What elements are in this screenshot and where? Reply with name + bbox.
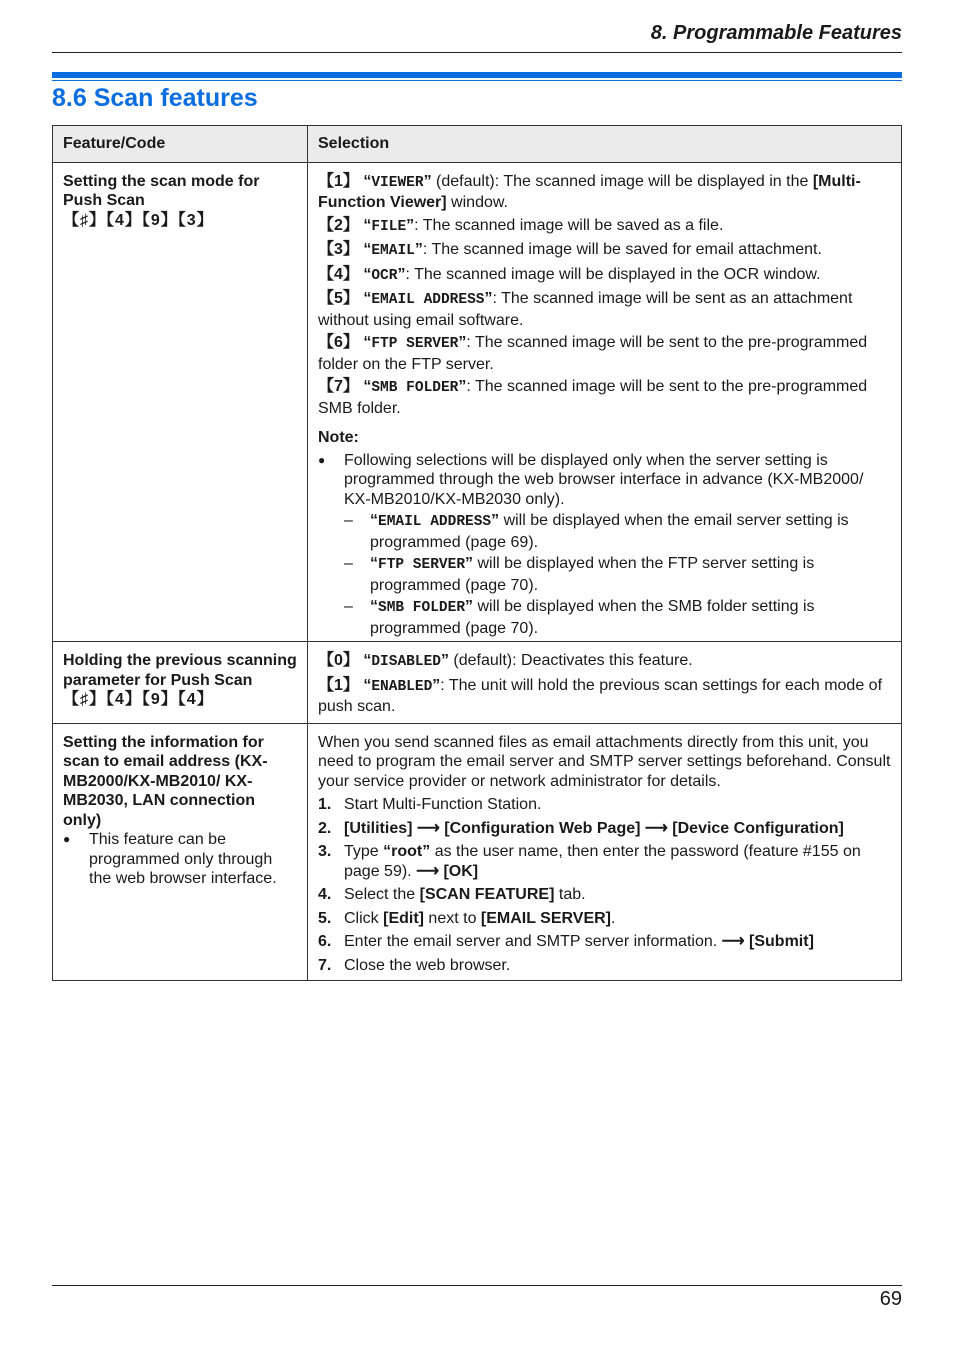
option-text: : The scanned image will be sent as an attachment without using email software. [318, 290, 853, 329]
note-sub-item: – “SMB FOLDER” will be displayed when the SMB folder setting is programmed (page 70). [344, 598, 815, 637]
step-text: Enter the email server and SMTP server information. [344, 933, 722, 950]
option-text: : The unit will hold the previous scan settings for each mode of push scan. [318, 676, 883, 715]
step-number: 5. [318, 909, 332, 927]
step-bold: [Device Configuration] [672, 819, 844, 837]
option-key: 【0】 [318, 652, 359, 669]
bullet-icon: ● [63, 832, 71, 846]
step-item [318, 842, 891, 881]
option-key: 【6】 [318, 334, 359, 351]
page-number: 69 [879, 1288, 902, 1310]
option-text-post: window. [446, 194, 508, 211]
step-bold: [Configuration Web Page] [444, 819, 641, 837]
option-key: 【4】 [318, 265, 359, 283]
step-text: as the user name, then enter the password (feature #155 on page 59). [344, 843, 861, 880]
option-bold: [Multi-Function Viewer] [318, 172, 861, 211]
option-name: FTP SERVER [371, 336, 459, 352]
option-item: 【7】 “SMB FOLDER”: The scanned image will be sent to the pre-programmed SMB folder. [318, 378, 868, 417]
feature-code: 【♯】【4】【9】【4】 [63, 691, 214, 708]
step-bold: [EMAIL SERVER] [480, 909, 611, 927]
option-name: DISABLED [371, 654, 441, 670]
option-name: EMAIL [371, 243, 415, 259]
step-text: Select the [344, 886, 420, 903]
step-bold: [Utilities] [344, 819, 413, 837]
option-key: 【5】 [318, 290, 359, 307]
feature-name: Holding the previous scanning parameter for Push Scan [63, 652, 297, 689]
sub-name: SMB FOLDER [378, 600, 466, 616]
step-number: 4. [318, 886, 332, 903]
step-number: 6. [318, 933, 332, 950]
chapter-header: 8. Programmable Features [650, 22, 902, 44]
sub-text: will be displayed when the email server setting is programmed (page 69). [370, 512, 849, 551]
section-bar-thin [52, 80, 902, 81]
dash-icon: – [344, 512, 353, 529]
option-item: 【4】 “OCR”: The scanned image will be displayed in the OCR window. [318, 265, 821, 284]
header-rule [52, 52, 902, 53]
option-item: 【3】 “EMAIL”: The scanned image will be saved for email attachment. [318, 241, 822, 259]
step-bold: [OK] [443, 862, 479, 880]
option-item: 【5】 “EMAIL ADDRESS”: The scanned image will be sent as an attachment without using email software. [318, 290, 853, 329]
dash-icon: – [344, 598, 353, 615]
option-item: 【1】 “ENABLED”: The unit will hold the previous scan settings for each mode of push scan. [318, 676, 883, 715]
step-bold: [Submit] [749, 933, 814, 950]
step-bold: “root” [383, 843, 431, 860]
step-text: tab. [554, 886, 586, 903]
option-text: (default): The scanned image will be displayed in the [431, 172, 813, 190]
intro-paragraph: When you send scanned files as email attachments directly from this unit, you need to program the email server and SMTP server settings beforehand. Consult your service provider or network administrator for details. [318, 733, 891, 790]
table-header-row [53, 126, 902, 163]
step-item [318, 956, 891, 976]
feature-name: Setting the information for scan to email address (KX-MB2000/KX-MB2010/ KX-MB2030, LAN connection only) [63, 733, 268, 829]
option-item: 【0】 “DISABLED” (default): Deactivates this feature. [318, 652, 693, 670]
option-text: (default): Deactivates this feature. [448, 652, 693, 669]
step-text: Click [344, 909, 384, 927]
feature-cell [53, 162, 308, 642]
note-bullet [318, 451, 891, 510]
features-table [52, 125, 902, 981]
footer-rule [52, 1285, 902, 1286]
step-text: Type [344, 843, 384, 860]
option-key: 【7】 [318, 378, 359, 395]
bullet-icon: ● [318, 452, 326, 467]
feature-code: 【♯】【4】【9】【3】 [63, 211, 214, 229]
section-bar [52, 72, 902, 78]
option-key: 【3】 [318, 241, 359, 258]
step-text: . [611, 909, 616, 927]
sub-name: FTP SERVER [378, 557, 466, 573]
step-number: 1. [318, 796, 332, 813]
feature-cell [53, 723, 308, 981]
sub-text: will be displayed when the FTP server setting is programmed (page 70). [370, 555, 815, 594]
selection-cell [308, 162, 902, 642]
header-feature-code: Feature/Code [53, 126, 308, 163]
table-row [53, 723, 902, 981]
step-item [318, 795, 891, 815]
sub-text: will be displayed when the SMB folder setting is programmed (page 70). [370, 598, 815, 637]
option-name: ENABLED [371, 678, 433, 695]
step-item [318, 909, 891, 929]
option-key: 【1】 [318, 172, 359, 190]
table-row [53, 162, 902, 642]
feature-cell [53, 642, 308, 724]
step-item [318, 819, 891, 839]
selection-cell [308, 723, 902, 981]
dash-icon: – [344, 555, 353, 572]
arrow-icon: ⟶ [416, 862, 439, 880]
option-text: : The scanned image will be saved for email attachment. [422, 241, 822, 258]
step-number: 7. [318, 956, 332, 974]
step-bold: [SCAN FEATURE] [419, 886, 555, 903]
option-text: : The scanned image will be sent to the pre-programmed SMB folder. [318, 378, 868, 417]
arrow-icon: ⟶ [721, 933, 745, 950]
option-text: : The scanned image will be displayed in the OCR window. [405, 265, 821, 283]
option-item: 【1】 “VIEWER” (default): The scanned image will be displayed in the [Multi-Function Viewer] window. [318, 172, 861, 211]
arrow-icon: ⟶ [416, 819, 440, 837]
selection-cell [308, 642, 902, 724]
feature-bullet-text: This feature can be programmed only through the web browser interface. [89, 831, 277, 887]
sub-name: EMAIL ADDRESS [378, 514, 492, 530]
feature-name: Setting the scan mode for Push Scan [63, 172, 260, 209]
step-number: 2. [318, 819, 332, 837]
option-name: EMAIL ADDRESS [371, 292, 485, 308]
step-text: next to [423, 909, 481, 927]
option-name: VIEWER [371, 174, 424, 191]
option-text: : The scanned image will be sent to the pre-programmed folder on the FTP server. [318, 334, 868, 373]
option-name: OCR [371, 267, 398, 284]
option-item: 【6】 “FTP SERVER”: The scanned image will be sent to the pre-programmed folder on the FTP server. [318, 334, 868, 373]
feature-bullet [63, 830, 297, 889]
note-sub-item: – “FTP SERVER” will be displayed when the FTP server setting is programmed (page 70). [344, 555, 815, 594]
header-selection: Selection [308, 126, 902, 163]
note-bullet-text: Following selections will be displayed only when the server setting is programmed through the web browser interface in advance (KX-MB2000/ KX-MB2010/KX-MB2030 only). [344, 451, 864, 508]
option-name: FILE [371, 218, 407, 235]
option-name: SMB FOLDER [371, 380, 459, 396]
step-text: Close the web browser. [344, 956, 511, 974]
step-item [318, 885, 891, 905]
step-item [318, 932, 891, 952]
option-key: 【1】 [318, 676, 359, 694]
step-bold: [Edit] [383, 909, 424, 927]
option-item: 【2】 “FILE”: The scanned image will be saved as a file. [318, 216, 724, 235]
option-text: : The scanned image will be saved as a file. [414, 216, 724, 234]
section-title: 8.6 Scan features [52, 84, 258, 112]
note-sub-item: – “EMAIL ADDRESS” will be displayed when the email server setting is programmed (page 69). [344, 512, 849, 551]
arrow-icon: ⟶ [644, 819, 668, 837]
option-key: 【2】 [318, 216, 359, 234]
table-row [53, 642, 902, 724]
step-text: Start Multi-Function Station. [344, 796, 542, 813]
note-title: Note: [318, 429, 359, 446]
step-number: 3. [318, 843, 332, 860]
